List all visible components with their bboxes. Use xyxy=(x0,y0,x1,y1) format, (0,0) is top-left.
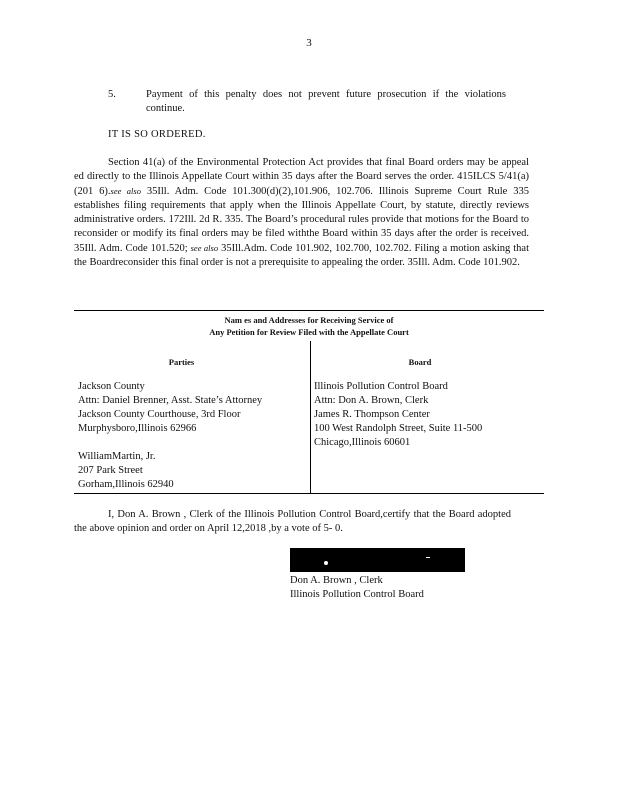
service-table-title-line-1: Nam es and Addresses for Receiving Service of xyxy=(224,315,394,325)
board-address-line: Attn: Don A. Brown, Clerk xyxy=(314,395,429,406)
party-address-william-martin xyxy=(78,450,308,492)
board-address-line: James R. Thompson Center xyxy=(314,409,430,420)
party-address-line: Murphysboro,Illinois 62966 xyxy=(78,423,197,434)
party-address-line: 207 Park Street xyxy=(78,465,143,476)
appeal-rights-paragraph xyxy=(74,156,529,270)
signature-dash xyxy=(426,557,430,558)
signer-organization: Illinois Pollution Control Board xyxy=(290,589,424,600)
signature-mark xyxy=(324,561,328,565)
party-address-line: Gorham,Illinois 62940 xyxy=(78,479,174,490)
service-table-title xyxy=(74,314,544,338)
board-column-header: Board xyxy=(408,357,432,367)
see-also-signal-1: see also xyxy=(110,186,141,196)
board-address-line: Chicago,Illinois 60601 xyxy=(314,437,411,448)
party-address-jackson-county xyxy=(78,380,308,436)
page-number: 3 xyxy=(306,37,312,49)
party-name: Jackson County xyxy=(78,381,145,392)
appeal-text-part-1: Section 41(a) of the Environmental Protection Act provides that final Board orders may be appeal ed directly to the Illinois Appellate Court within 35 days after the Board serves the order. 415ILCS 5/41(a) (201 6). xyxy=(74,157,529,197)
board-address-line: 100 West Randolph Street, Suite 11-500 xyxy=(314,423,483,434)
board-address xyxy=(314,380,542,450)
so-ordered-line: IT IS SO ORDERED. xyxy=(108,129,206,140)
appeal-text-part-3: 35Ill.Adm. Code 101.902, 102.700, 102.702. Filing a motion asking that the Boardreconsider this final order is not a prerequisite to appealing the order. 35Ill. Adm. Code 101.902. xyxy=(74,243,529,268)
party-address-line: Jackson County Courthouse, 3rd Floor xyxy=(78,409,241,420)
clerk-certification: I, Don A. Brown , Clerk of the Illinois Pollution Control Board,certify that the Board adopted the above opinion and order on April 12,2018 ,by a vote of 5- 0. xyxy=(74,509,511,534)
signer-block xyxy=(290,574,424,602)
see-also-signal-2: see also xyxy=(190,243,219,253)
service-table-title-line-2: Any Petition for Review Filed with the Appellate Court xyxy=(209,327,409,337)
service-list-table xyxy=(74,310,544,494)
order-item-number: 5. xyxy=(108,89,116,100)
party-name: WilliamMartin, Jr. xyxy=(78,451,156,462)
order-item-text: Payment of this penalty does not prevent future prosecution if the violations continue. xyxy=(146,89,506,114)
parties-column-header: Parties xyxy=(168,357,195,367)
signer-name: Don A. Brown , Clerk xyxy=(290,575,383,586)
party-address-line: Attn: Daniel Brenner, Asst. State’s Attorney xyxy=(78,395,263,406)
board-name: Illinois Pollution Control Board xyxy=(314,381,448,392)
redacted-signature-block xyxy=(290,548,465,572)
appeal-text-part-2: 35Ill. Adm. Code 101.300(d)(2),101.906, 102.706. Illinois Supreme Court Rule 335 establishes filing requirements that apply when the Illinois Appellate Court, by statute, directly reviews administrative orders. 172Ill. 2d R. 335. The Board’s procedural rules provide that motions for the Board to reconsider or modify its final orders may be filed withthe Board within 35 days after the order is received. 35Ill. Adm. Code 101.520; xyxy=(74,186,529,254)
